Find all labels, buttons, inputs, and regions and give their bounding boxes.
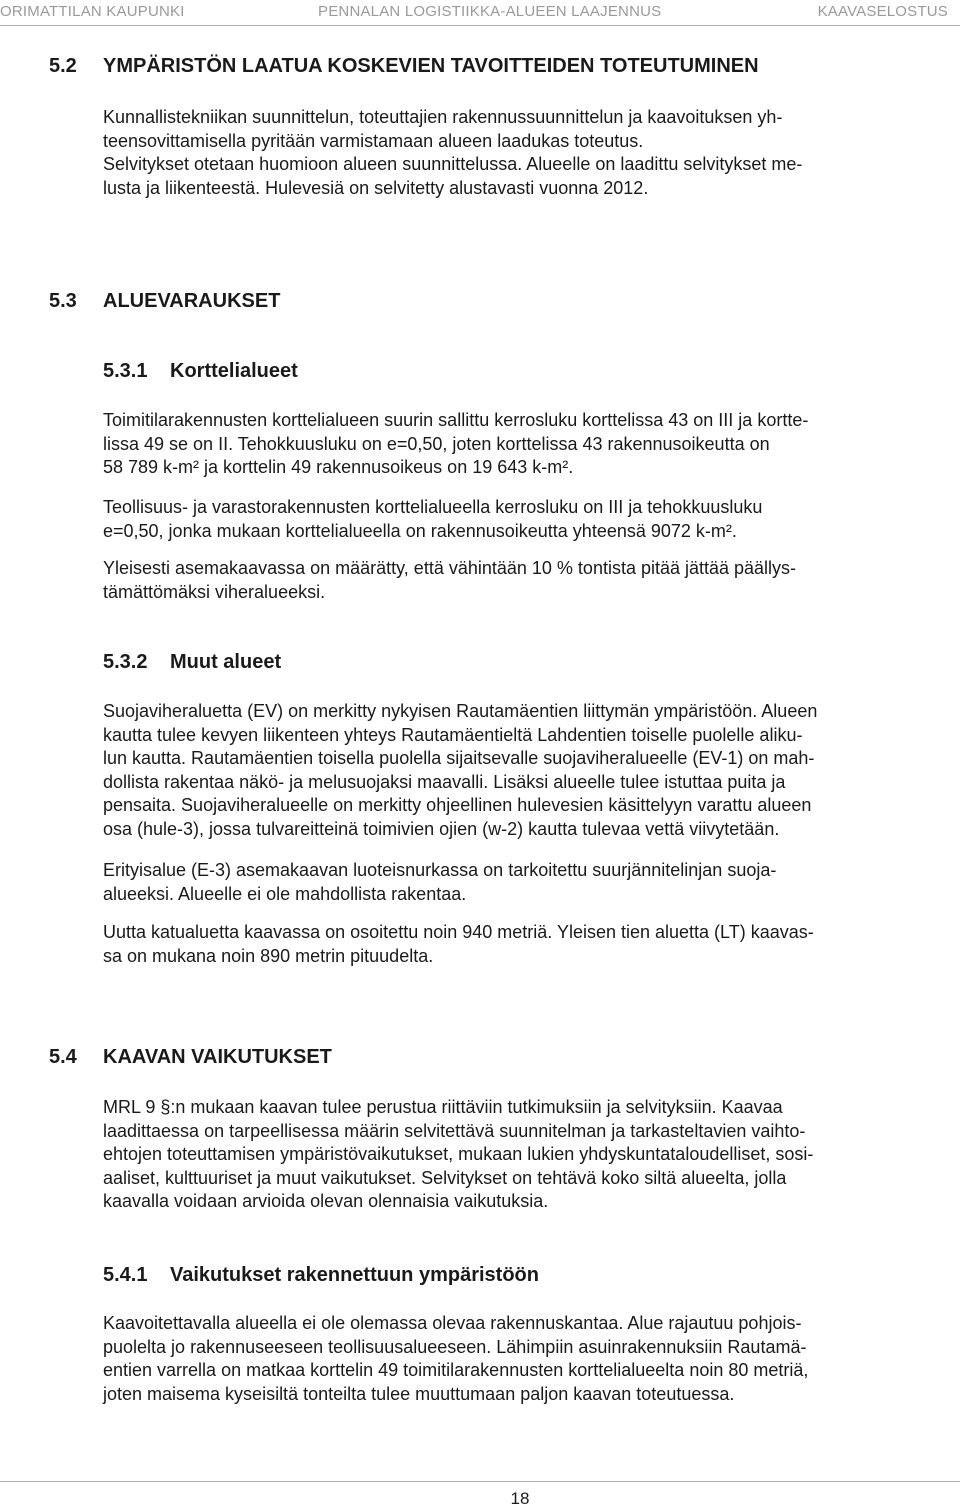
text-line: MRL 9 §:n mukaan kaavan tulee perustua riittäviin tutkimuksiin ja selvityksiin. Kaavaa <box>103 1097 783 1117</box>
korttelialueet-paragraph-1 <box>103 409 960 480</box>
kaavan-vaikutukset-paragraph <box>103 1096 960 1214</box>
text-line: Erityisalue (E-3) asemakaavan luoteisnurkassa on tarkoitettu suurjännitelinjan suoja- <box>103 860 777 880</box>
text-line: puolelta jo rakennuseeseen teollisuusalueeseen. Lähimpiin asuinrakennuksiin Rautamä- <box>103 1336 807 1357</box>
text-line: Toimitilarakennusten korttelialueen suurin sallittu kerrosluku korttelissa 43 on III ja kortte- <box>103 410 809 430</box>
text-line: osa (hule-3), jossa tulvareitteinä toimivien ojien (w-2) kautta tulevaa vettä viivytetään. <box>103 818 780 839</box>
text-line: Selvitykset otetaan huomioon alueen suunnittelussa. Alueelle on laadittu selvitykset me- <box>103 154 803 174</box>
section-title: ALUEVARAUKSET <box>103 290 281 312</box>
section-number: 5.3.2 <box>103 651 148 673</box>
section-title: Vaikutukset rakennettuun ympäristöön <box>170 1264 539 1286</box>
text-line: e=0,50, jonka mukaan korttelialueella on rakennusoikeutta yhteensä 9072 k-m². <box>103 520 737 541</box>
footer-divider <box>0 1481 960 1482</box>
muut-alueet-paragraph-3 <box>103 921 960 968</box>
text-line: Suojaviheraluetta (EV) on merkitty nykyisen Rautamäentien liittymän ympäristöön. Alueen <box>103 701 818 721</box>
text-line: alueeksi. Alueelle ei ole mahdollista rakentaa. <box>103 883 467 904</box>
section-number: 5.3 <box>49 290 77 312</box>
section-title: YMPÄRISTÖN LAATUA KOSKEVIEN TAVOITTEIDEN TOTEUTUMINEN <box>103 55 759 77</box>
text-line: Yleisesti asemakaavassa on määrätty, että vähintään 10 % tontista pitää jättää päällys- <box>103 558 797 578</box>
header-project-title: PENNALAN LOGISTIIKKA-ALUEEN LAAJENNUS <box>318 3 662 20</box>
header-municipality: ORIMATTILAN KAUPUNKI <box>0 3 185 20</box>
section-title: Korttelialueet <box>170 360 298 382</box>
muut-alueet-paragraph-1 <box>103 700 960 841</box>
header-document-type: KAAVASELOSTUS <box>817 3 948 20</box>
text-line: aaliset, kulttuuriset ja muut vaikutukset. Selvitykset on tehtävä koko siltä alueelta, jolla <box>103 1167 787 1188</box>
text-line: tämättömäksi viheralueeksi. <box>103 581 326 602</box>
text-line: kautta tulee kevyen liikenteen yhteys Rautamäentieltä Lahdentien toiselle puolelle aliku- <box>103 724 803 745</box>
section-title: Muut alueet <box>170 651 282 673</box>
korttelialueet-paragraph-3 <box>103 557 960 604</box>
text-line: lun kautta. Rautamäentien toisella puolella sijaitsevalle suojaviheralueelle (EV-1) on mah- <box>103 748 815 768</box>
muut-alueet-paragraph-2 <box>103 859 960 906</box>
text-line: laadittaessa on tarpeellisessa määrin selvitettävä suunnitelman ja tarkasteltavien vaihto- <box>103 1120 806 1141</box>
text-line: sa on mukana noin 890 metrin pituudelta. <box>103 945 434 966</box>
text-line: lusta ja liikenteestä. Hulevesiä on selvitetty alustavasti vuonna 2012. <box>103 177 649 198</box>
text-line: Uutta katualuetta kaavassa on osoitettu noin 940 metriä. Yleisen tien aluetta (LT) kaavas- <box>103 922 814 942</box>
text-line: teensovittamisella pyritään varmistamaan alueen laadukas toteutus. <box>103 130 644 151</box>
section-number: 5.2 <box>49 55 77 77</box>
text-line: entien varrella on matkaa korttelin 49 toimitilarakennusten korttelialueelta noin 80 metriä, <box>103 1360 809 1380</box>
text-line: Kaavoitettavalla alueella ei ole olemassa olevaa rakennuskantaa. Alue rajautuu pohjois- <box>103 1313 802 1333</box>
text-line: 58 789 k-m² ja korttelin 49 rakennusoikeus on 19 643 k-m². <box>103 457 574 477</box>
korttelialueet-paragraph-2 <box>103 496 960 543</box>
header-divider <box>0 25 960 26</box>
text-line: dollista rakentaa näkö- ja melusuojaksi maavalli. Lisäksi alueelle tulee istuttaa puita ja <box>103 771 786 792</box>
text-line: kaavalla voidaan arvioida olevan olennaisia vaikutuksia. <box>103 1191 549 1211</box>
text-line: joten maisema kyseisiltä tonteilta tulee muuttumaan paljon kaavan toteutuessa. <box>103 1383 735 1404</box>
section-number: 5.3.1 <box>103 360 148 382</box>
text-line: lissa 49 se on II. Tehokkuusluku on e=0,50, joten korttelissa 43 rakennusoikeutta on <box>103 433 770 454</box>
section-5-2-paragraph <box>103 106 960 200</box>
text-line: ehtojen toteuttamisen ympäristövaikutukset, mukaan lukien yhdyskuntataloudelliset, sosi- <box>103 1144 814 1164</box>
section-number: 5.4.1 <box>103 1264 148 1286</box>
rakennettu-ymparisto-paragraph <box>103 1312 960 1406</box>
page-header <box>0 0 960 26</box>
text-line: pensaita. Suojaviheralueelle on merkitty ohjeellinen hulevesien käsittelyyn varattu alueen <box>103 795 812 815</box>
section-title: KAAVAN VAIKUTUKSET <box>103 1046 332 1068</box>
text-line: Teollisuus- ja varastorakennusten korttelialueella kerrosluku on III ja tehokkuusluku <box>103 497 763 517</box>
section-number: 5.4 <box>49 1046 77 1068</box>
page-number: 18 <box>510 1489 530 1508</box>
text-line: Kunnallistekniikan suunnittelun, toteuttajien rakennussuunnittelun ja kaavoituksen yh- <box>103 107 783 127</box>
